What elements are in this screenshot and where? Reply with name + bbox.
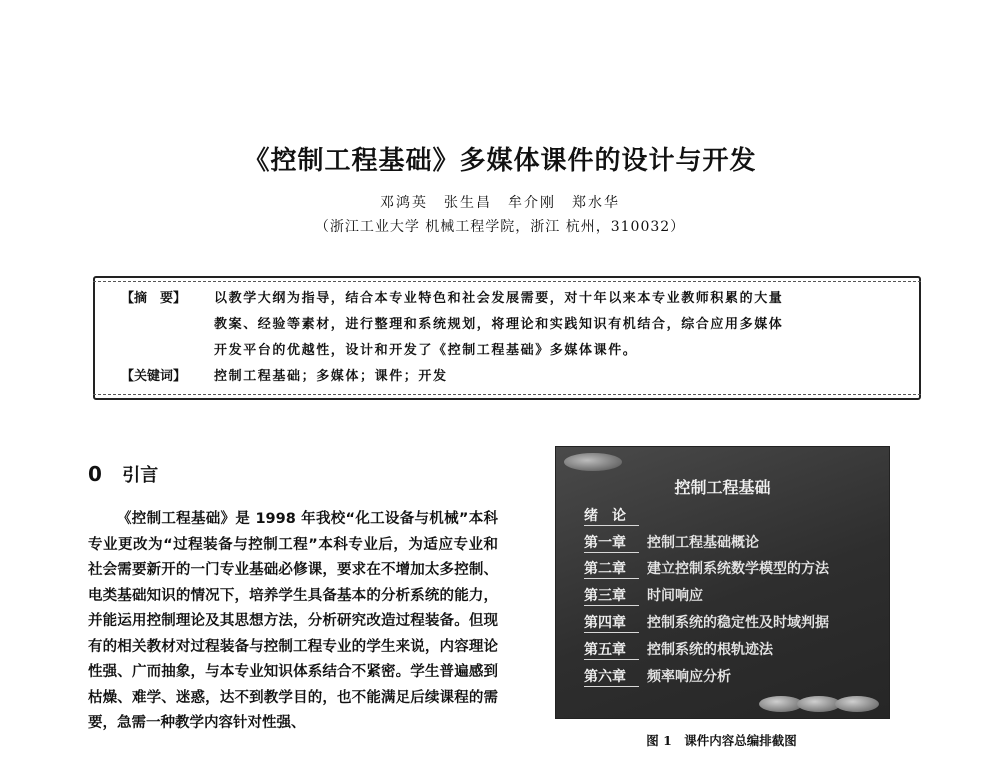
chapter-title: 频率响应分析 xyxy=(647,669,731,685)
chapter-title: 控制系统的稳定性及时域判据 xyxy=(647,615,829,631)
paper-title: 《控制工程基础》多媒体课件的设计与开发 xyxy=(243,146,757,176)
figure-menu-item xyxy=(584,612,829,633)
section-title: 引言 xyxy=(122,465,159,486)
figure-menu-item xyxy=(584,666,731,687)
abstract-line: 教案、经验等素材，进行整理和系统规划，将理论和实践知识有机结合，综合应用多媒体 xyxy=(214,317,784,332)
affiliation: （浙江工业大学 机械工程学院，浙江 杭州，310032） xyxy=(314,219,686,235)
figure-title: 控制工程基础 xyxy=(674,478,771,497)
body-paragraph: 《控制工程基础》是 1998 年我校“化工设备与机械”本科专业更改为“过程装备与控制工程”本科专业后，为适应专业和社会需要新开的一门专业基础必修课，要求在不增加太多控制、电类基础知识的情况下，培养学生具备基本的分析系统的能力，并能运用控制理论及其思想方法，分析研究改造过程装备。但现有的相关教材对过程装备与控制工程专业的学生来说，内容理论性强、广而抽象，与本专业知识体系结合不紧密。学生普遍感到枯燥、难学、迷惑，达不到教学目的，也不能满足后续课程的需要，急需一种教学内容针对性强、 xyxy=(88,511,498,731)
decorative-oval-group xyxy=(759,690,879,712)
figure-menu-item xyxy=(584,585,703,606)
chapter-title: 控制工程基础概论 xyxy=(647,535,759,551)
section-heading xyxy=(88,461,158,487)
chapter-title: 时间响应 xyxy=(647,588,703,604)
chapter-label: 第三章 xyxy=(584,585,639,606)
figure-menu-item xyxy=(584,532,759,553)
body-text xyxy=(88,507,498,759)
chapter-label: 第四章 xyxy=(584,612,639,633)
section-number: 0 xyxy=(88,462,102,486)
figure-screenshot xyxy=(555,446,890,719)
decorative-oval xyxy=(564,453,622,471)
keywords-text: 控制工程基础；多媒体；课件；开发 xyxy=(214,369,448,384)
figure-caption: 图 1 课件内容总编排截图 xyxy=(646,733,797,748)
keywords-label: 【关键词】 xyxy=(121,369,187,384)
abstract-box xyxy=(93,276,921,400)
decorative-oval xyxy=(835,696,879,712)
figure-menu-item xyxy=(584,505,647,526)
author-list: 邓鸿英 张生昌 牟介刚 郑水华 xyxy=(380,195,620,211)
abstract-line: 开发平台的优越性，设计和开发了《控制工程基础》多媒体课件。 xyxy=(214,343,638,358)
chapter-label: 第二章 xyxy=(584,558,639,579)
chapter-label: 第六章 xyxy=(584,666,639,687)
chapter-label: 绪 论 xyxy=(584,505,639,526)
chapter-title: 控制系统的根轨迹法 xyxy=(647,642,773,658)
abstract-label: 【摘 要】 xyxy=(121,291,187,306)
chapter-label: 第五章 xyxy=(584,639,639,660)
figure-menu-item xyxy=(584,558,829,579)
chapter-label: 第一章 xyxy=(584,532,639,553)
chapter-title: 建立控制系统数学模型的方法 xyxy=(647,561,829,577)
abstract-line: 以教学大纲为指导，结合本专业特色和社会发展需要，对十年以来本专业教师积累的大量 xyxy=(214,291,784,306)
figure-menu-item xyxy=(584,639,773,660)
